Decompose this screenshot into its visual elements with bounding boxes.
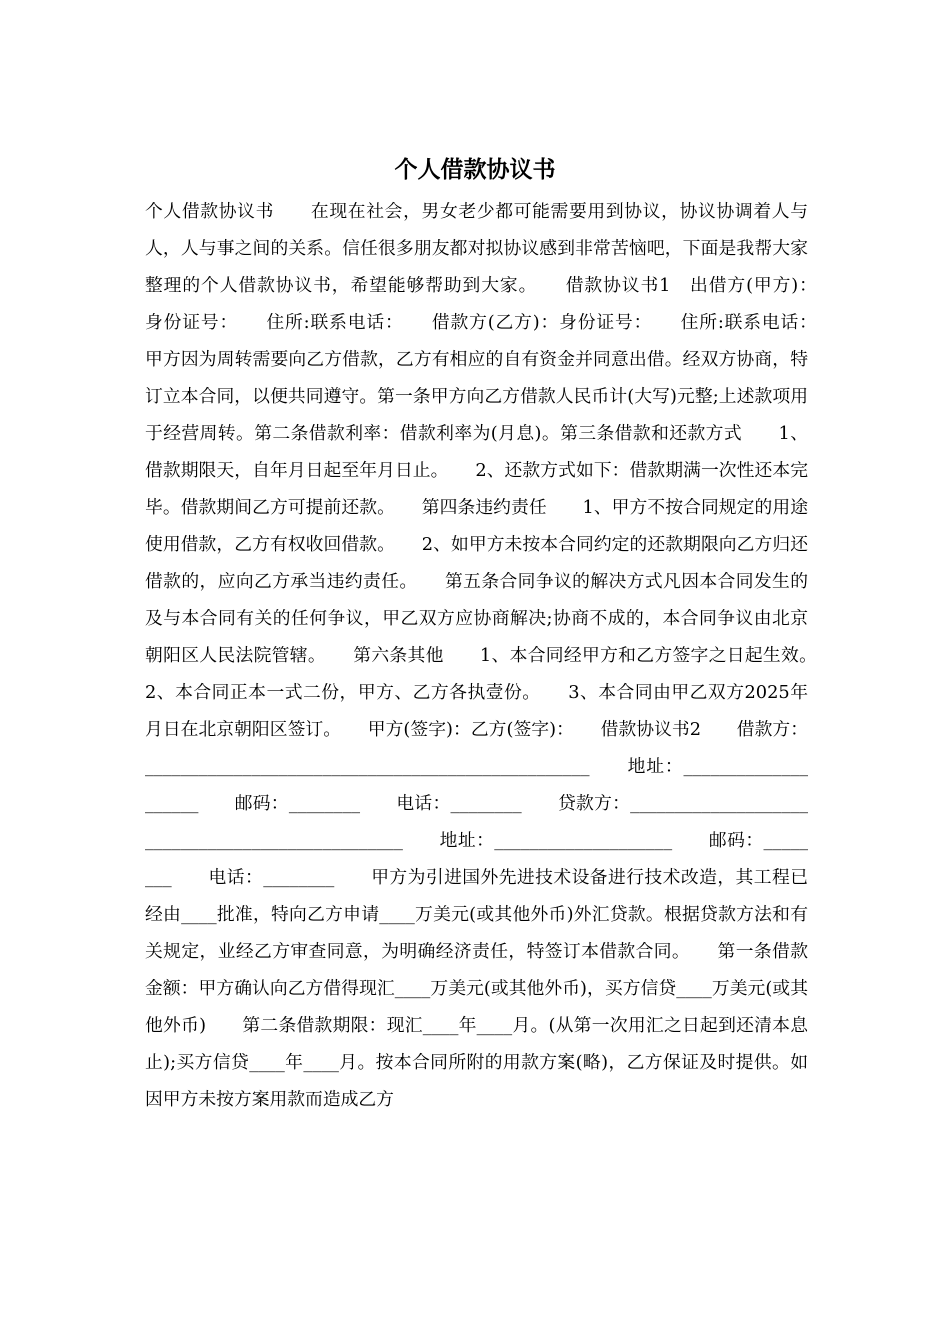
document-body: 个人借款协议书 在现在社会，男女老少都可能需要用到协议，协议协调着人与人，人与事之间的关系。信任很多朋友都对拟协议感到非常苦恼吧，下面是我帮大家整理的个人借款协议书，希望能够帮助到大家。 借款协议书1 出借方(甲方)： 身份证号： 住所:联系电话： 借款方(乙方)：身份证号： 住所:联系电话： 甲方因为周转需要向乙方借款，乙方有相应的自有资金并同意出借。经双方协商，特订立本合同，以便共同遵守。第一条甲方向乙方借款人民币计(大写)元整;上述款项用于经营周转。第二条借款利率：借款利率为(月息)。第三条借款和还款方式 1、借款期限天，自年月日起至年月日止。 2、还款方式如下：借款期满一次性还本完毕。借款期间乙方可提前还款。 第四条违约责任 1、甲方不按合同规定的用途使用借款，乙方有权收回借款。 2、如甲方未按本合同约定的还款期限向乙方归还借款的，应向乙方承当违约责任。 第五条合同争议的解决方式凡因本合同发生的及与本合同有关的任何争议，甲乙双方应协商解决;协商不成的，本合同争议由北京朝阳区人民法院管辖。 第六条其他 1、本合同经甲方和乙方签字之日起生效。 2、本合同正本一式二份，甲方、乙方各执壹份。 3、本合同由甲乙双方2025年月日在北京朝阳区签订。 甲方(签字)：乙方(签字)： 借款协议书2 借款方：__________________________________________________ 地址：____________________ 邮码：________ 电话：________ 贷款方：_________________________________________________ 地址：____________________ 邮码：________ 电话：________ 甲方为引进国外先进技术设备进行技术改造，其工程已经由____批准，特向乙方申请____万美元(或其他外币)外汇贷款。根据贷款方法和有关规定，业经乙方审查同意，为明确经济责任，特签订本借款合同。 第一条借款金额：甲方确认向乙方借得现汇____万美元(或其他外币)，买方信贷____万美元(或其他外币) 第二条借款期限：现汇____年____月。(从第一次用汇之日起到还清本息止);买方信贷____年____月。按本合同所附的用款方案(略)，乙方保证及时提供。如因甲方未按方案用款而造成乙方 (145, 201, 844, 1110)
document-title: 个人借款协议书 (394, 157, 556, 183)
